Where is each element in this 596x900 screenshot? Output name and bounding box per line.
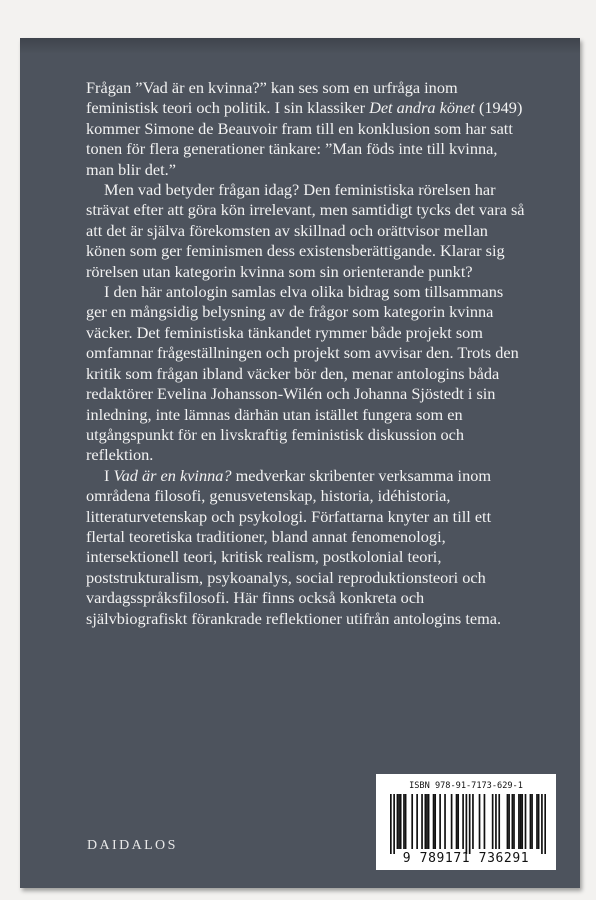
barcode-bar [424,794,426,849]
barcode-bar [462,794,464,849]
barcode-bar [518,794,520,849]
barcode-bar [521,794,523,849]
barcode-bar [428,794,430,849]
barcode-bar [434,794,436,849]
barcode-bar [393,794,395,854]
blurb-paragraph [86,466,528,629]
barcode-bar [513,794,515,849]
blurb-italic-title: Vad är en kvinna? [113,465,232,485]
blurb-paragraph [86,282,528,466]
back-cover [20,38,580,888]
blurb-run: Men vad betyder frågan idag? Den feministiska rörelsen har strävat efter att göra kön irrelevant, men samtidigt tycks det vara så att det är själva förekomsten av skillnad och orättvisor mellan könen som ger feminismen dess existensberättigande. Klarar sig rörelsen utan kategorin kvinna som sin orienterande punkt? [86,180,525,281]
barcode-bar [426,794,428,849]
blurb-run: Frågan ”Vad är en kvinna?” kan ses som en urfråga inom feministisk teori och politik. I sin klassiker [86,78,458,118]
barcode-bar [536,794,538,849]
barcode-bar [439,794,441,849]
barcode-bar [456,794,458,849]
barcode-bar [495,794,497,849]
barcode-bar [498,794,500,849]
barcode-bar [508,794,510,849]
cover-top-edge [20,38,580,54]
barcode-bar [479,794,481,849]
barcode-bar [403,794,405,849]
barcode-bar [405,794,407,849]
barcode-bar [421,794,423,849]
barcode-bar [416,794,418,849]
barcode-bars [390,794,546,854]
barcode-bar [530,794,532,849]
barcode-bar [466,794,468,854]
barcode-bar [444,794,446,849]
blurb-paragraph [86,180,528,282]
barcode-bar [433,794,435,849]
barcode-bar [520,794,522,849]
barcode-bar [538,794,540,849]
barcode-bar [469,794,471,854]
barcode-label [376,774,556,870]
barcode-digits: 9 789171 736291 [402,851,530,866]
barcode-bar [484,794,486,849]
blurb-run: I den här antologin samlas elva olika bidrag som tillsammans ger en mångsidig belysning av de frågor som kategorin kvinna väcker. Det feministiska tänkandet rymmer både projekt som omfamnar frågeställningen och projekt som avvisar den. Trots den kritik som frågan ibland väcker bör den, menar antologins båda redaktörer Evelina Johansson-Wilén och Johanna Sjöstedt i sin inledning, inte lämnas därhän utan istället fungera som en utgångspunkt för en livskraftig feministisk diskussion och reflektion. [86,282,519,465]
barcode-bar [512,794,514,849]
barcode-bar [457,794,459,849]
barcode-bar [390,794,392,854]
barcode-bar [411,794,413,849]
publisher-name: DAIDALOS [87,838,178,853]
blurb-text [86,78,528,629]
barcode-bar [472,794,474,849]
blurb-run: medverkar skribenter verksamma inom områdena filosofi, genusvetenskap, historia, idéhistoria, litteraturvetenskap och psykologi. Författarna knyter an till ett flertal teoretiska traditioner, bland annat fenomenologi, intersektionell teori, kritisk realism, postkolonial teori, poststrukturalism, psykoanalys, social reproduktionsteori och vardagsspråksfilosofi. Här finns också konkreta och självbiografiskt förankrade reflektioner utifrån antologins tema. [86,465,502,628]
barcode-bar [400,794,402,849]
barcode-bar [544,794,546,854]
barcode-bar [397,794,399,849]
blurb-italic-title: Det andra könet [369,98,475,118]
barcode-bar [531,794,533,849]
barcode-bar [507,794,509,849]
blurb-paragraph [86,78,528,180]
barcode-bar [492,794,494,849]
blurb-run: (1949) kommer Simone de Beauvoir fram till en konklusion som har satt tonen för flera generationer tänkare: ”Man föds inte till kvinna, man blir det.” [86,98,523,179]
barcode-bar [525,794,527,849]
barcode-bar [398,794,400,849]
barcode-bar [541,794,543,854]
blurb-run: I [104,465,114,485]
barcode-bar [451,794,453,849]
isbn-text: ISBN 978-91-7173-629-1 [409,781,523,791]
